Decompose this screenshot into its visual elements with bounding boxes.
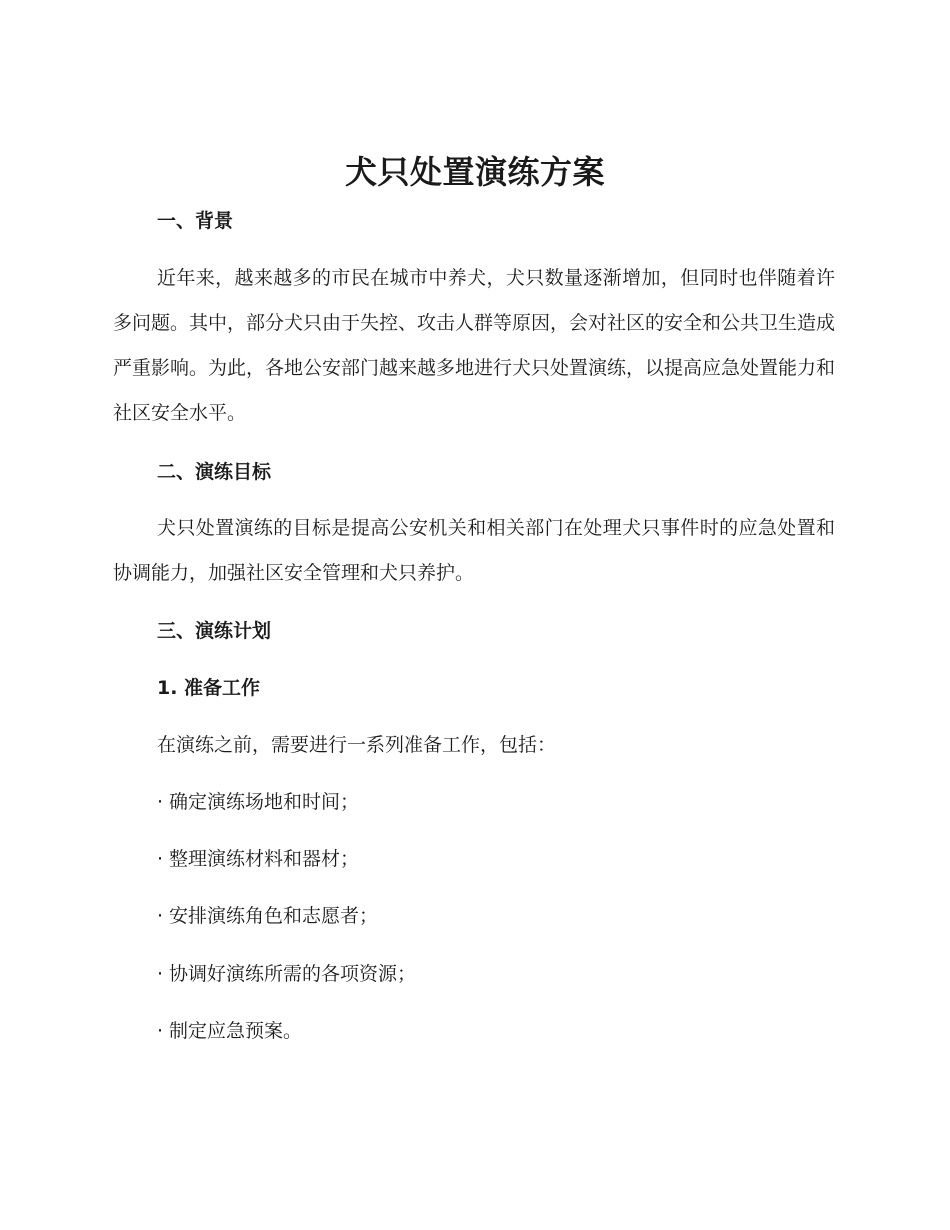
background-paragraph: 近年来，越来越多的市民在城市中养犬，犬只数量逐渐增加，但同时也伴随着许多问题。其中，部分犬只由于失控、攻击人群等原因，会对社区的安全和公共卫生造成严重影响。为此，各地公安部门越来越多地进行犬只处置演练，以提高应急处置能力和社区安全水平。 <box>113 267 836 424</box>
list-item <box>157 960 416 988</box>
bullet-icon: · <box>157 791 164 813</box>
section-heading-plan: 三、演练计划 <box>157 620 272 642</box>
list-item <box>157 1017 302 1045</box>
list-item <box>157 902 378 930</box>
section-heading-goal: 二、演练目标 <box>157 461 272 483</box>
preparation-intro: 在演练之前，需要进行一系列准备工作，包括： <box>157 734 557 756</box>
list-item-text: 确定演练场地和时间； <box>169 791 360 813</box>
goal-paragraph: 犬只处置演练的目标是提高公安机关和相关部门在处理犬只事件时的应急处置和协调能力，加强社区安全管理和犬只养护。 <box>113 517 835 584</box>
list-item <box>157 845 359 873</box>
bullet-icon: · <box>157 905 164 927</box>
bullet-icon: · <box>157 963 164 985</box>
section-heading-background: 一、背景 <box>157 210 234 232</box>
list-item-text: 整理演练材料和器材； <box>169 848 360 870</box>
list-item-text: 安排演练角色和志愿者； <box>169 905 379 927</box>
list-item <box>157 788 359 816</box>
bullet-icon: · <box>157 1020 164 1042</box>
subsection-heading-preparation: 1. 准备工作 <box>157 677 261 699</box>
list-item-text: 协调好演练所需的各项资源； <box>169 963 417 985</box>
list-item-text: 制定应急预案。 <box>169 1020 303 1042</box>
bullet-icon: · <box>157 848 164 870</box>
document-title: 犬只处置演练方案 <box>344 153 605 191</box>
